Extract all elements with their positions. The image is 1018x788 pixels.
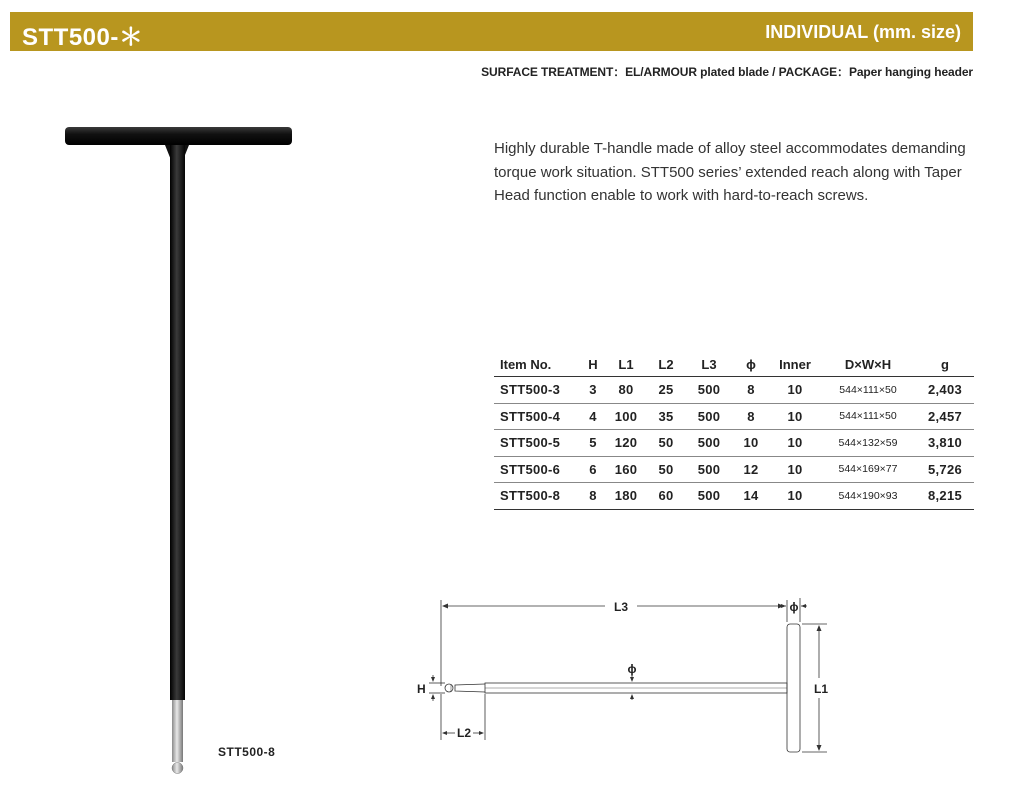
col-inner: Inner (770, 352, 820, 377)
col-l1: L1 (606, 352, 646, 377)
shaft-steel (172, 700, 183, 762)
cell-phi: 14 (732, 483, 770, 510)
cell-weight: 2,457 (916, 403, 974, 430)
cell-l1: 120 (606, 430, 646, 457)
cell-dwh: 544×111×50 (820, 403, 916, 430)
cell-inner: 10 (770, 430, 820, 457)
col-l3: L3 (686, 352, 732, 377)
cell-inner: 10 (770, 483, 820, 510)
cell-l1: 100 (606, 403, 646, 430)
cell-h: 3 (580, 377, 606, 404)
cell-weight: 8,215 (916, 483, 974, 510)
cell-phi: 8 (732, 403, 770, 430)
phi-mid-label: ϕ (627, 662, 637, 676)
cell-dwh: 544×190×93 (820, 483, 916, 510)
cell-item-no: STT500-4 (494, 403, 580, 430)
col-h: H (580, 352, 606, 377)
cell-l3: 500 (686, 456, 732, 483)
ball-tip (172, 763, 183, 774)
shaft-black (170, 145, 185, 700)
col-item-no: Item No. (494, 352, 580, 377)
cell-l3: 500 (686, 483, 732, 510)
col-dwh: D×W×H (820, 352, 916, 377)
cell-l2: 25 (646, 377, 686, 404)
dimension-diagram (405, 590, 845, 760)
description-line: torque work situation. STT500 series’ extended reach along with Taper (494, 163, 962, 181)
h-label: H (417, 682, 426, 696)
l2-label: L2 (456, 726, 472, 740)
table-row (494, 377, 974, 404)
cell-l2: 50 (646, 456, 686, 483)
diagram-ball-tip (445, 684, 453, 692)
t-handle-bar (65, 127, 292, 145)
cell-dwh: 544×169×77 (820, 456, 916, 483)
col-l2: L2 (646, 352, 686, 377)
table-row (494, 456, 974, 483)
table-header-row (494, 352, 974, 377)
cell-dwh: 544×132×59 (820, 430, 916, 457)
col-phi: ϕ (732, 352, 770, 377)
table-row (494, 403, 974, 430)
table-row (494, 430, 974, 457)
cell-l1: 160 (606, 456, 646, 483)
description (494, 137, 984, 208)
cell-l2: 50 (646, 430, 686, 457)
cell-dwh: 544×111×50 (820, 377, 916, 404)
cell-weight: 5,726 (916, 456, 974, 483)
cell-weight: 3,810 (916, 430, 974, 457)
spec-table (494, 352, 974, 510)
cell-h: 8 (580, 483, 606, 510)
diagram-tip (455, 684, 485, 692)
cell-l3: 500 (686, 430, 732, 457)
cell-weight: 2,403 (916, 377, 974, 404)
surface-treatment-text: SURFACE TREATMENT：EL/ARMOUR plated blade / PACKAGE：Paper hanging header (481, 65, 973, 79)
col-weight: g (916, 352, 974, 377)
cell-h: 5 (580, 430, 606, 457)
cell-inner: 10 (770, 403, 820, 430)
cell-item-no: STT500-8 (494, 483, 580, 510)
size-label: INDIVIDUAL (mm. size) (765, 22, 961, 42)
cell-phi: 10 (732, 430, 770, 457)
cell-h: 4 (580, 403, 606, 430)
cell-h: 6 (580, 456, 606, 483)
cell-l3: 500 (686, 403, 732, 430)
cell-item-no: STT500-3 (494, 377, 580, 404)
cell-inner: 10 (770, 456, 820, 483)
cell-l2: 60 (646, 483, 686, 510)
photo-label: STT500-8 (218, 745, 276, 759)
diagram-t-handle (787, 624, 800, 752)
table-row (494, 483, 974, 510)
cell-phi: 12 (732, 456, 770, 483)
cell-l2: 35 (646, 403, 686, 430)
l3-label: L3 (613, 600, 629, 614)
cell-l1: 180 (606, 483, 646, 510)
l1-label: L1 (813, 682, 829, 696)
phi-top-label: ϕ (789, 600, 799, 614)
cell-item-no: STT500-6 (494, 456, 580, 483)
description-line: Head function enable to work with hard-to-reach screws. (494, 187, 869, 204)
cell-item-no: STT500-5 (494, 430, 580, 457)
header-banner (10, 12, 973, 51)
cell-phi: 8 (732, 377, 770, 404)
cell-l3: 500 (686, 377, 732, 404)
cell-l1: 80 (606, 377, 646, 404)
product-title: STT500-＊ (22, 24, 144, 51)
cell-inner: 10 (770, 377, 820, 404)
description-line: Highly durable T-handle made of alloy steel accommodates demanding (494, 140, 966, 157)
tool-photo (55, 120, 305, 785)
